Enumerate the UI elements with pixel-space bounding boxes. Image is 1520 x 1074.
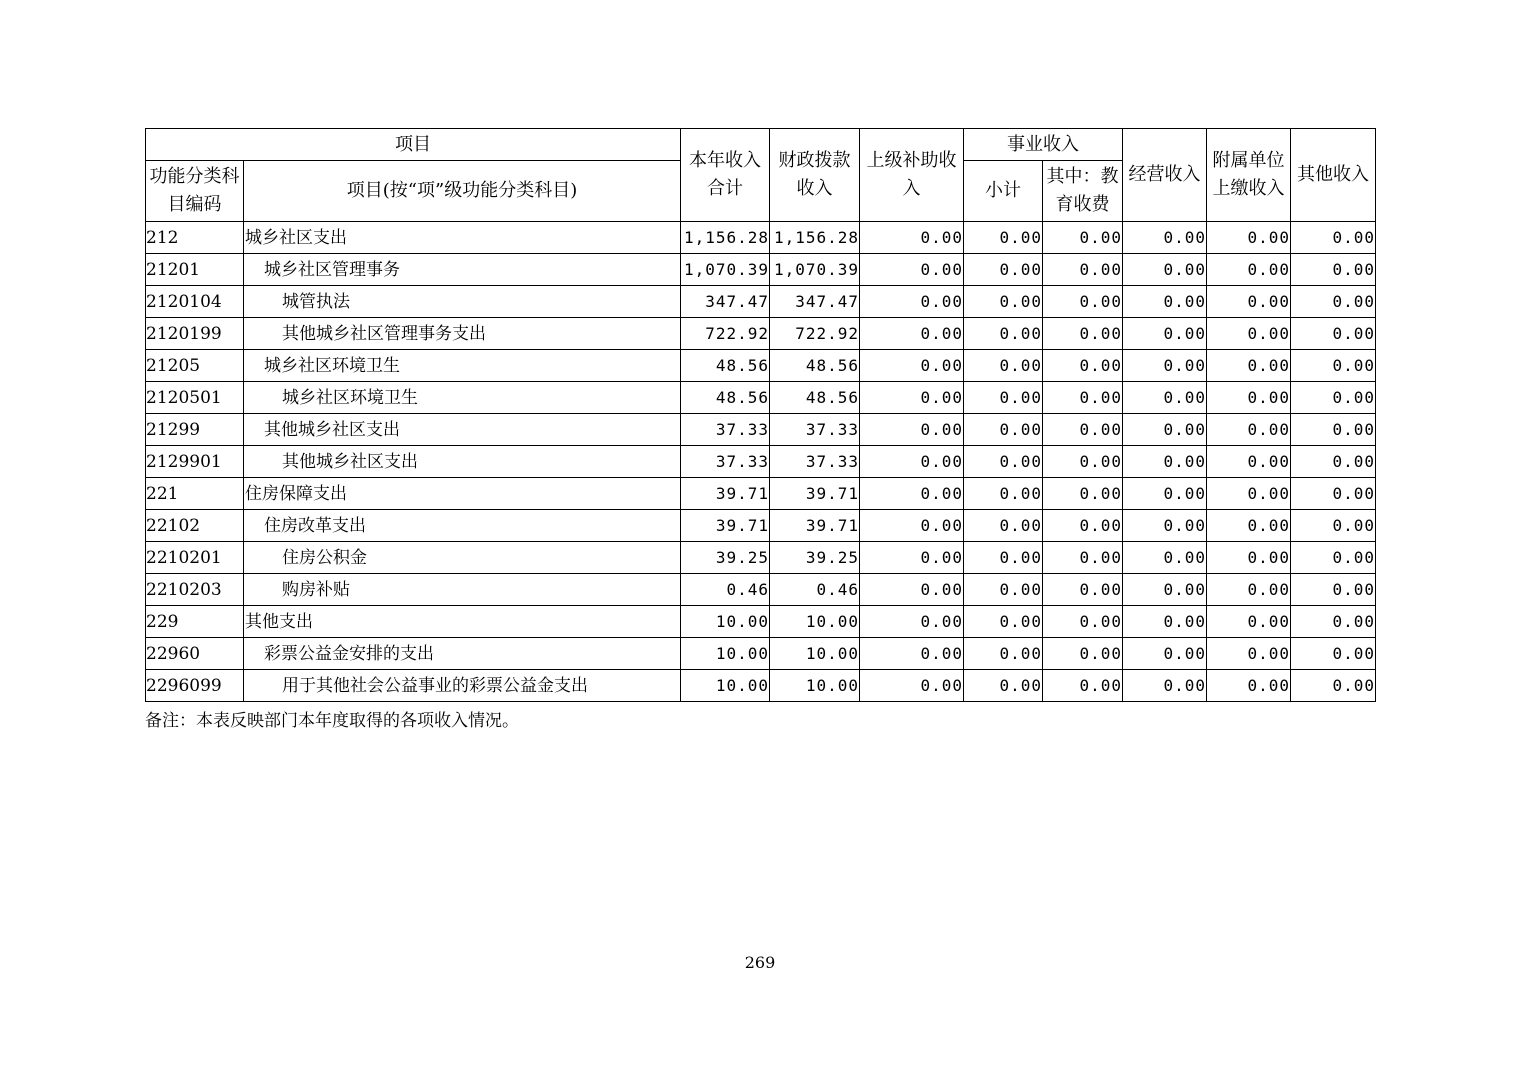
row-value-fiscal: 1,070.39 — [770, 254, 860, 286]
row-value-total: 37.33 — [681, 414, 770, 446]
row-value-superior: 0.00 — [860, 446, 964, 478]
row-value-fiscal: 347.47 — [770, 286, 860, 318]
row-value-superior: 0.00 — [860, 286, 964, 318]
row-value-business-subtotal: 0.00 — [964, 414, 1043, 446]
row-value-business-subtotal: 0.00 — [964, 542, 1043, 574]
row-value-business-subtotal: 0.00 — [964, 638, 1043, 670]
row-name-cell — [244, 382, 681, 414]
row-value-superior: 0.00 — [860, 478, 964, 510]
row-value-other: 0.00 — [1291, 478, 1376, 510]
header-func-code: 功能分类科目编码 — [146, 161, 244, 222]
row-code: 21299 — [146, 414, 244, 446]
row-value-fiscal: 37.33 — [770, 446, 860, 478]
row-value-superior: 0.00 — [860, 638, 964, 670]
row-name-cell — [244, 606, 681, 638]
row-value-business-subtotal: 0.00 — [964, 350, 1043, 382]
income-table — [145, 128, 1376, 702]
row-value-other: 0.00 — [1291, 254, 1376, 286]
row-value-operating: 0.00 — [1123, 254, 1207, 286]
row-value-operating: 0.00 — [1123, 222, 1207, 254]
row-value-superior: 0.00 — [860, 670, 964, 702]
row-value-superior: 0.00 — [860, 222, 964, 254]
table-row — [146, 382, 1376, 414]
row-value-total: 37.33 — [681, 446, 770, 478]
row-code: 2120501 — [146, 382, 244, 414]
row-code: 2210201 — [146, 542, 244, 574]
row-value-business-education: 0.00 — [1043, 446, 1123, 478]
row-value-operating: 0.00 — [1123, 638, 1207, 670]
row-value-operating: 0.00 — [1123, 382, 1207, 414]
row-name-cell — [244, 542, 681, 574]
header-affiliated: 附属单位上缴收入 — [1207, 129, 1291, 222]
row-value-operating: 0.00 — [1123, 350, 1207, 382]
row-value-business-education: 0.00 — [1043, 318, 1123, 350]
row-code: 2296099 — [146, 670, 244, 702]
row-value-other: 0.00 — [1291, 350, 1376, 382]
row-value-business-subtotal: 0.00 — [964, 222, 1043, 254]
row-name-cell — [244, 318, 681, 350]
row-code: 229 — [146, 606, 244, 638]
row-value-business-subtotal: 0.00 — [964, 446, 1043, 478]
row-value-total: 722.92 — [681, 318, 770, 350]
row-value-business-subtotal: 0.00 — [964, 478, 1043, 510]
row-code: 2210203 — [146, 574, 244, 606]
table-row — [146, 574, 1376, 606]
row-value-total: 10.00 — [681, 638, 770, 670]
row-name-cell — [244, 286, 681, 318]
row-name: 住房公积金 — [282, 547, 367, 568]
row-value-fiscal: 1,156.28 — [770, 222, 860, 254]
row-value-business-subtotal: 0.00 — [964, 286, 1043, 318]
row-value-fiscal: 48.56 — [770, 382, 860, 414]
row-name: 用于其他社会公益事业的彩票公益金支出 — [282, 675, 588, 696]
table-row — [146, 510, 1376, 542]
table-row — [146, 318, 1376, 350]
header-business-education: 其中：教育收费 — [1043, 161, 1123, 222]
row-value-other: 0.00 — [1291, 318, 1376, 350]
table-row — [146, 286, 1376, 318]
page-number: 269 — [744, 953, 776, 972]
row-value-total: 1,156.28 — [681, 222, 770, 254]
row-value-business-education: 0.00 — [1043, 286, 1123, 318]
row-value-other: 0.00 — [1291, 510, 1376, 542]
table-row — [146, 254, 1376, 286]
row-code: 2120199 — [146, 318, 244, 350]
row-value-business-subtotal: 0.00 — [964, 670, 1043, 702]
row-name: 城乡社区管理事务 — [264, 259, 400, 280]
row-name-cell — [244, 670, 681, 702]
row-value-business-education: 0.00 — [1043, 222, 1123, 254]
row-name: 其他支出 — [245, 611, 313, 632]
row-value-operating: 0.00 — [1123, 574, 1207, 606]
row-value-affiliated: 0.00 — [1207, 510, 1291, 542]
row-value-affiliated: 0.00 — [1207, 670, 1291, 702]
row-value-affiliated: 0.00 — [1207, 222, 1291, 254]
row-name: 城管执法 — [282, 291, 350, 312]
row-value-superior: 0.00 — [860, 414, 964, 446]
row-value-operating: 0.00 — [1123, 606, 1207, 638]
row-value-fiscal: 0.46 — [770, 574, 860, 606]
row-code: 2120104 — [146, 286, 244, 318]
row-value-affiliated: 0.00 — [1207, 446, 1291, 478]
row-name-cell — [244, 478, 681, 510]
row-value-business-education: 0.00 — [1043, 606, 1123, 638]
row-code: 22102 — [146, 510, 244, 542]
row-value-business-education: 0.00 — [1043, 350, 1123, 382]
row-name-cell — [244, 414, 681, 446]
row-name-cell — [244, 222, 681, 254]
row-value-other: 0.00 — [1291, 638, 1376, 670]
row-code: 212 — [146, 222, 244, 254]
row-name-cell — [244, 638, 681, 670]
row-value-affiliated: 0.00 — [1207, 606, 1291, 638]
row-name: 住房改革支出 — [264, 515, 366, 536]
row-value-total: 10.00 — [681, 670, 770, 702]
row-value-fiscal: 39.71 — [770, 510, 860, 542]
header-item-name: 项目(按“项”级功能分类科目) — [244, 161, 681, 222]
row-name: 购房补贴 — [282, 579, 350, 600]
row-name: 城乡社区支出 — [245, 227, 347, 248]
row-value-affiliated: 0.00 — [1207, 350, 1291, 382]
row-value-total: 39.71 — [681, 510, 770, 542]
row-value-other: 0.00 — [1291, 222, 1376, 254]
row-value-business-subtotal: 0.00 — [964, 510, 1043, 542]
row-value-fiscal: 48.56 — [770, 350, 860, 382]
row-value-total: 0.46 — [681, 574, 770, 606]
row-value-total: 1,070.39 — [681, 254, 770, 286]
row-value-affiliated: 0.00 — [1207, 382, 1291, 414]
row-code: 22960 — [146, 638, 244, 670]
row-value-total: 39.25 — [681, 542, 770, 574]
table-row — [146, 222, 1376, 254]
row-code: 21201 — [146, 254, 244, 286]
row-name: 城乡社区环境卫生 — [264, 355, 400, 376]
row-name-cell — [244, 446, 681, 478]
row-value-business-education: 0.00 — [1043, 414, 1123, 446]
row-value-affiliated: 0.00 — [1207, 286, 1291, 318]
table-row — [146, 414, 1376, 446]
row-value-other: 0.00 — [1291, 382, 1376, 414]
header-business: 事业收入 — [964, 129, 1123, 161]
row-name: 城乡社区环境卫生 — [282, 387, 418, 408]
header-superior: 上级补助收入 — [860, 129, 964, 222]
row-value-affiliated: 0.00 — [1207, 638, 1291, 670]
row-value-affiliated: 0.00 — [1207, 542, 1291, 574]
row-value-operating: 0.00 — [1123, 414, 1207, 446]
row-name-cell — [244, 574, 681, 606]
header-operating: 经营收入 — [1123, 129, 1207, 222]
row-value-affiliated: 0.00 — [1207, 318, 1291, 350]
row-value-fiscal: 10.00 — [770, 638, 860, 670]
row-value-business-subtotal: 0.00 — [964, 254, 1043, 286]
row-value-operating: 0.00 — [1123, 670, 1207, 702]
header-total: 本年收入合计 — [681, 129, 770, 222]
row-value-operating: 0.00 — [1123, 286, 1207, 318]
table-row — [146, 542, 1376, 574]
header-business-subtotal: 小计 — [964, 161, 1043, 222]
row-value-fiscal: 722.92 — [770, 318, 860, 350]
row-value-operating: 0.00 — [1123, 446, 1207, 478]
row-value-superior: 0.00 — [860, 318, 964, 350]
row-value-business-subtotal: 0.00 — [964, 382, 1043, 414]
row-value-total: 10.00 — [681, 606, 770, 638]
header-fiscal: 财政拨款收入 — [770, 129, 860, 222]
row-value-superior: 0.00 — [860, 574, 964, 606]
row-name-cell — [244, 350, 681, 382]
row-value-operating: 0.00 — [1123, 318, 1207, 350]
row-value-other: 0.00 — [1291, 286, 1376, 318]
row-value-business-subtotal: 0.00 — [964, 574, 1043, 606]
row-value-other: 0.00 — [1291, 670, 1376, 702]
row-value-other: 0.00 — [1291, 414, 1376, 446]
row-value-fiscal: 10.00 — [770, 670, 860, 702]
table-row — [146, 606, 1376, 638]
row-name-cell — [244, 254, 681, 286]
row-value-business-education: 0.00 — [1043, 574, 1123, 606]
row-value-superior: 0.00 — [860, 350, 964, 382]
row-value-other: 0.00 — [1291, 606, 1376, 638]
table-row — [146, 446, 1376, 478]
row-value-superior: 0.00 — [860, 510, 964, 542]
row-name: 其他城乡社区支出 — [282, 451, 418, 472]
row-value-business-education: 0.00 — [1043, 542, 1123, 574]
row-value-business-education: 0.00 — [1043, 670, 1123, 702]
row-value-superior: 0.00 — [860, 606, 964, 638]
row-name-cell — [244, 510, 681, 542]
row-value-fiscal: 10.00 — [770, 606, 860, 638]
table-row — [146, 638, 1376, 670]
table-row — [146, 670, 1376, 702]
row-value-operating: 0.00 — [1123, 478, 1207, 510]
row-code: 221 — [146, 478, 244, 510]
row-value-total: 48.56 — [681, 350, 770, 382]
table-body — [146, 222, 1376, 702]
row-value-affiliated: 0.00 — [1207, 574, 1291, 606]
row-value-affiliated: 0.00 — [1207, 478, 1291, 510]
row-value-business-education: 0.00 — [1043, 638, 1123, 670]
table-row — [146, 478, 1376, 510]
row-value-fiscal: 39.25 — [770, 542, 860, 574]
row-name: 其他城乡社区支出 — [264, 419, 400, 440]
table-note: 备注：本表反映部门本年度取得的各项收入情况。 — [145, 711, 519, 731]
row-value-business-subtotal: 0.00 — [964, 318, 1043, 350]
row-value-operating: 0.00 — [1123, 542, 1207, 574]
table-header — [146, 129, 1376, 222]
row-value-total: 347.47 — [681, 286, 770, 318]
row-name: 住房保障支出 — [245, 483, 347, 504]
row-value-other: 0.00 — [1291, 574, 1376, 606]
row-name: 其他城乡社区管理事务支出 — [282, 323, 486, 344]
row-value-fiscal: 39.71 — [770, 478, 860, 510]
row-value-superior: 0.00 — [860, 254, 964, 286]
row-value-business-education: 0.00 — [1043, 254, 1123, 286]
row-code: 21205 — [146, 350, 244, 382]
row-value-business-subtotal: 0.00 — [964, 606, 1043, 638]
row-value-other: 0.00 — [1291, 542, 1376, 574]
table-row — [146, 350, 1376, 382]
row-value-business-education: 0.00 — [1043, 510, 1123, 542]
row-value-fiscal: 37.33 — [770, 414, 860, 446]
row-value-total: 39.71 — [681, 478, 770, 510]
header-project: 项目 — [146, 129, 681, 161]
row-code: 2129901 — [146, 446, 244, 478]
row-value-affiliated: 0.00 — [1207, 254, 1291, 286]
row-value-total: 48.56 — [681, 382, 770, 414]
row-value-other: 0.00 — [1291, 446, 1376, 478]
row-value-business-education: 0.00 — [1043, 382, 1123, 414]
row-value-business-education: 0.00 — [1043, 478, 1123, 510]
row-value-superior: 0.00 — [860, 382, 964, 414]
row-value-affiliated: 0.00 — [1207, 414, 1291, 446]
row-name: 彩票公益金安排的支出 — [264, 643, 434, 664]
row-value-operating: 0.00 — [1123, 510, 1207, 542]
header-other: 其他收入 — [1291, 129, 1376, 222]
row-value-superior: 0.00 — [860, 542, 964, 574]
